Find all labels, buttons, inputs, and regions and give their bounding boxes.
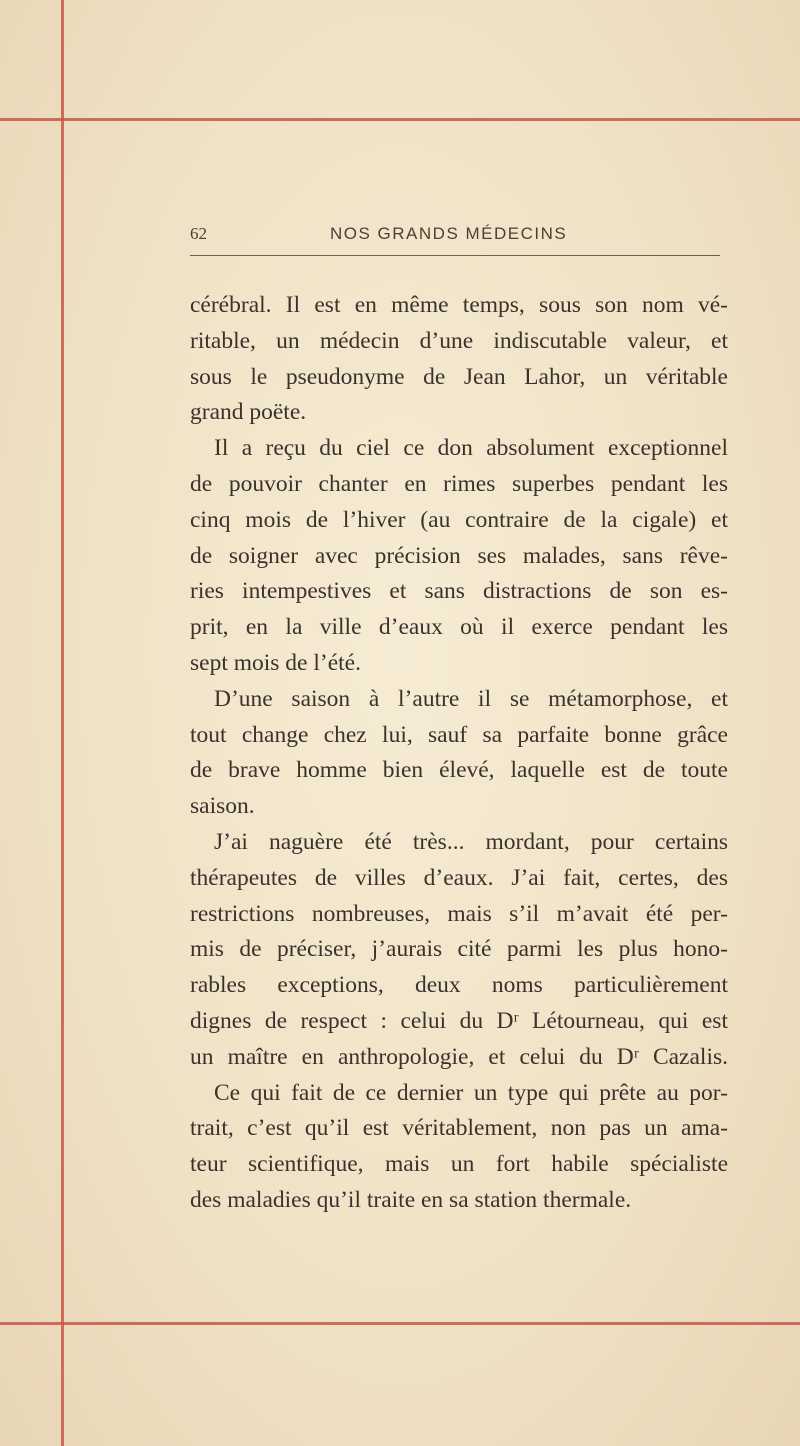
text-line: de pouvoir chanter en rimes superbes pendant les [190, 470, 728, 497]
text-line: prit, en la ville d’eaux où il exerce pendant les [190, 614, 728, 641]
margin-rule-top [0, 118, 800, 121]
text-line: sous le pseudonyme de Jean Lahor, un véritable [190, 363, 728, 390]
margin-rule-bottom [0, 1322, 800, 1325]
text-line: cérébral. Il est en même temps, sous son nom vé- [190, 292, 728, 318]
page-header [190, 222, 720, 250]
text-line: J’ai naguère été très... mordant, pour certains [214, 828, 728, 855]
text-line: de soigner avec précision ses malades, sans rêve- [190, 542, 728, 569]
text-line: dignes de respect : celui du Dʳ Létourneau, qui est [190, 1007, 728, 1034]
margin-rule-vertical [61, 0, 64, 1446]
text-line: thérapeutes de villes d’eaux. J’ai fait, certes, des [190, 864, 728, 891]
text-line: saison. [190, 793, 255, 820]
text-line: trait, c’est qu’il est véritablement, non pas un ama- [190, 1115, 728, 1142]
text-line: des maladies qu’il traite en sa station thermale. [190, 1186, 632, 1213]
text-line: teur scientifique, mais un fort habile spécialiste [190, 1151, 728, 1178]
text-line: cinq mois de l’hiver (au contraire de la cigale) et [190, 506, 728, 533]
text-line: grand poëte. [190, 399, 307, 426]
text-line: Ce qui fait de ce dernier un type qui prête au por- [214, 1079, 728, 1106]
text-line: restrictions nombreuses, mais s’il m’avait été per- [190, 900, 728, 927]
text-line: mis de préciser, j’aurais cité parmi les plus hono- [190, 936, 728, 963]
text-line: ries intempestives et sans distractions de son es- [190, 578, 728, 605]
text-line: D’une saison à l’autre il se métamorphose, et [214, 685, 728, 712]
text-line: Il a reçu du ciel ce don absolument exceptionnel [214, 435, 728, 462]
text-line: rables exceptions, deux noms particulièrement [190, 972, 728, 999]
running-head: NOS GRANDS MÉDECINS [330, 224, 568, 243]
text-line: de brave homme bien élevé, laquelle est de toute [190, 757, 728, 784]
body-text [190, 288, 728, 1219]
page-number: 62 [190, 224, 207, 243]
header-rule [190, 255, 720, 256]
text-line: un maître en anthropologie, et celui du Dʳ Cazalis. [190, 1043, 728, 1070]
text-line: ritable, un médecin d’une indiscutable valeur, et [190, 327, 728, 354]
text-line: tout change chez lui, sauf sa parfaite bonne grâce [190, 721, 728, 748]
text-line: sept mois de l’été. [190, 649, 361, 676]
